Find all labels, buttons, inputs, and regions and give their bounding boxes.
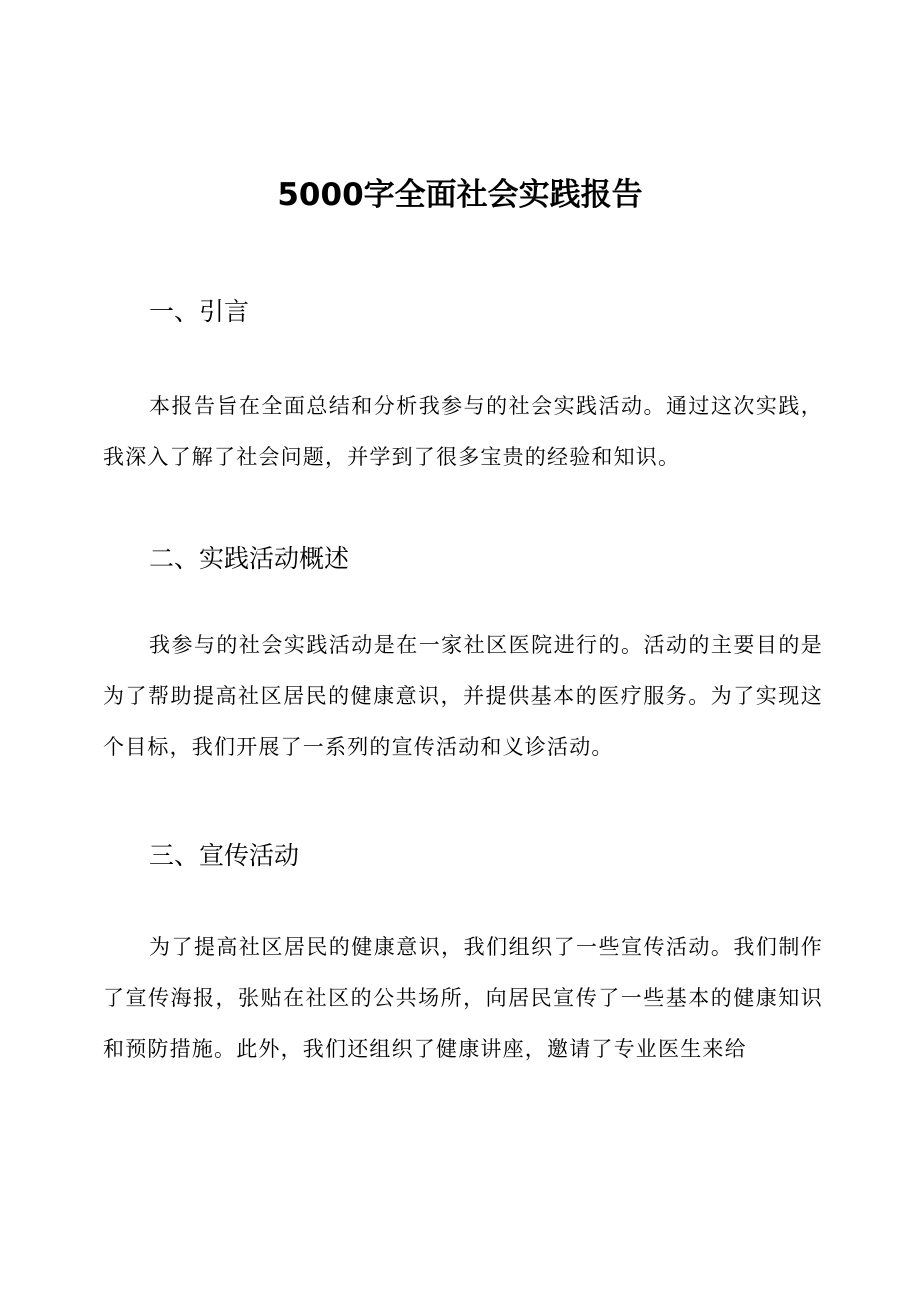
section-heading-publicity: 三、宣传活动 [149,841,300,870]
section-paragraph-overview: 我参与的社会实践活动是在一家社区医院进行的。活动的主要目的是为了帮助提高社区居民的健康意识，并提供基本的医疗服务。为了实现这个目标，我们开展了一系列的宣传活动和义诊活动。 [103,633,823,759]
section-paragraph-introduction: 本报告旨在全面总结和分析我参与的社会实践活动。通过这次实践，我深入了解了社会问题，并学到了很多宝贵的经验和知识。 [103,394,823,469]
section-heading-overview: 二、实践活动概述 [149,544,350,573]
section-heading-introduction: 一、引言 [149,297,250,326]
section-paragraph-publicity: 为了提高社区居民的健康意识，我们组织了一些宣传活动。我们制作了宣传海报，张贴在社区的公共场所，向居民宣传了一些基本的健康知识和预防措施。此外，我们还组织了健康讲座，邀请了专业医生来给 [103,935,823,1061]
document-title: 5000字全面社会实践报告 [277,177,643,213]
